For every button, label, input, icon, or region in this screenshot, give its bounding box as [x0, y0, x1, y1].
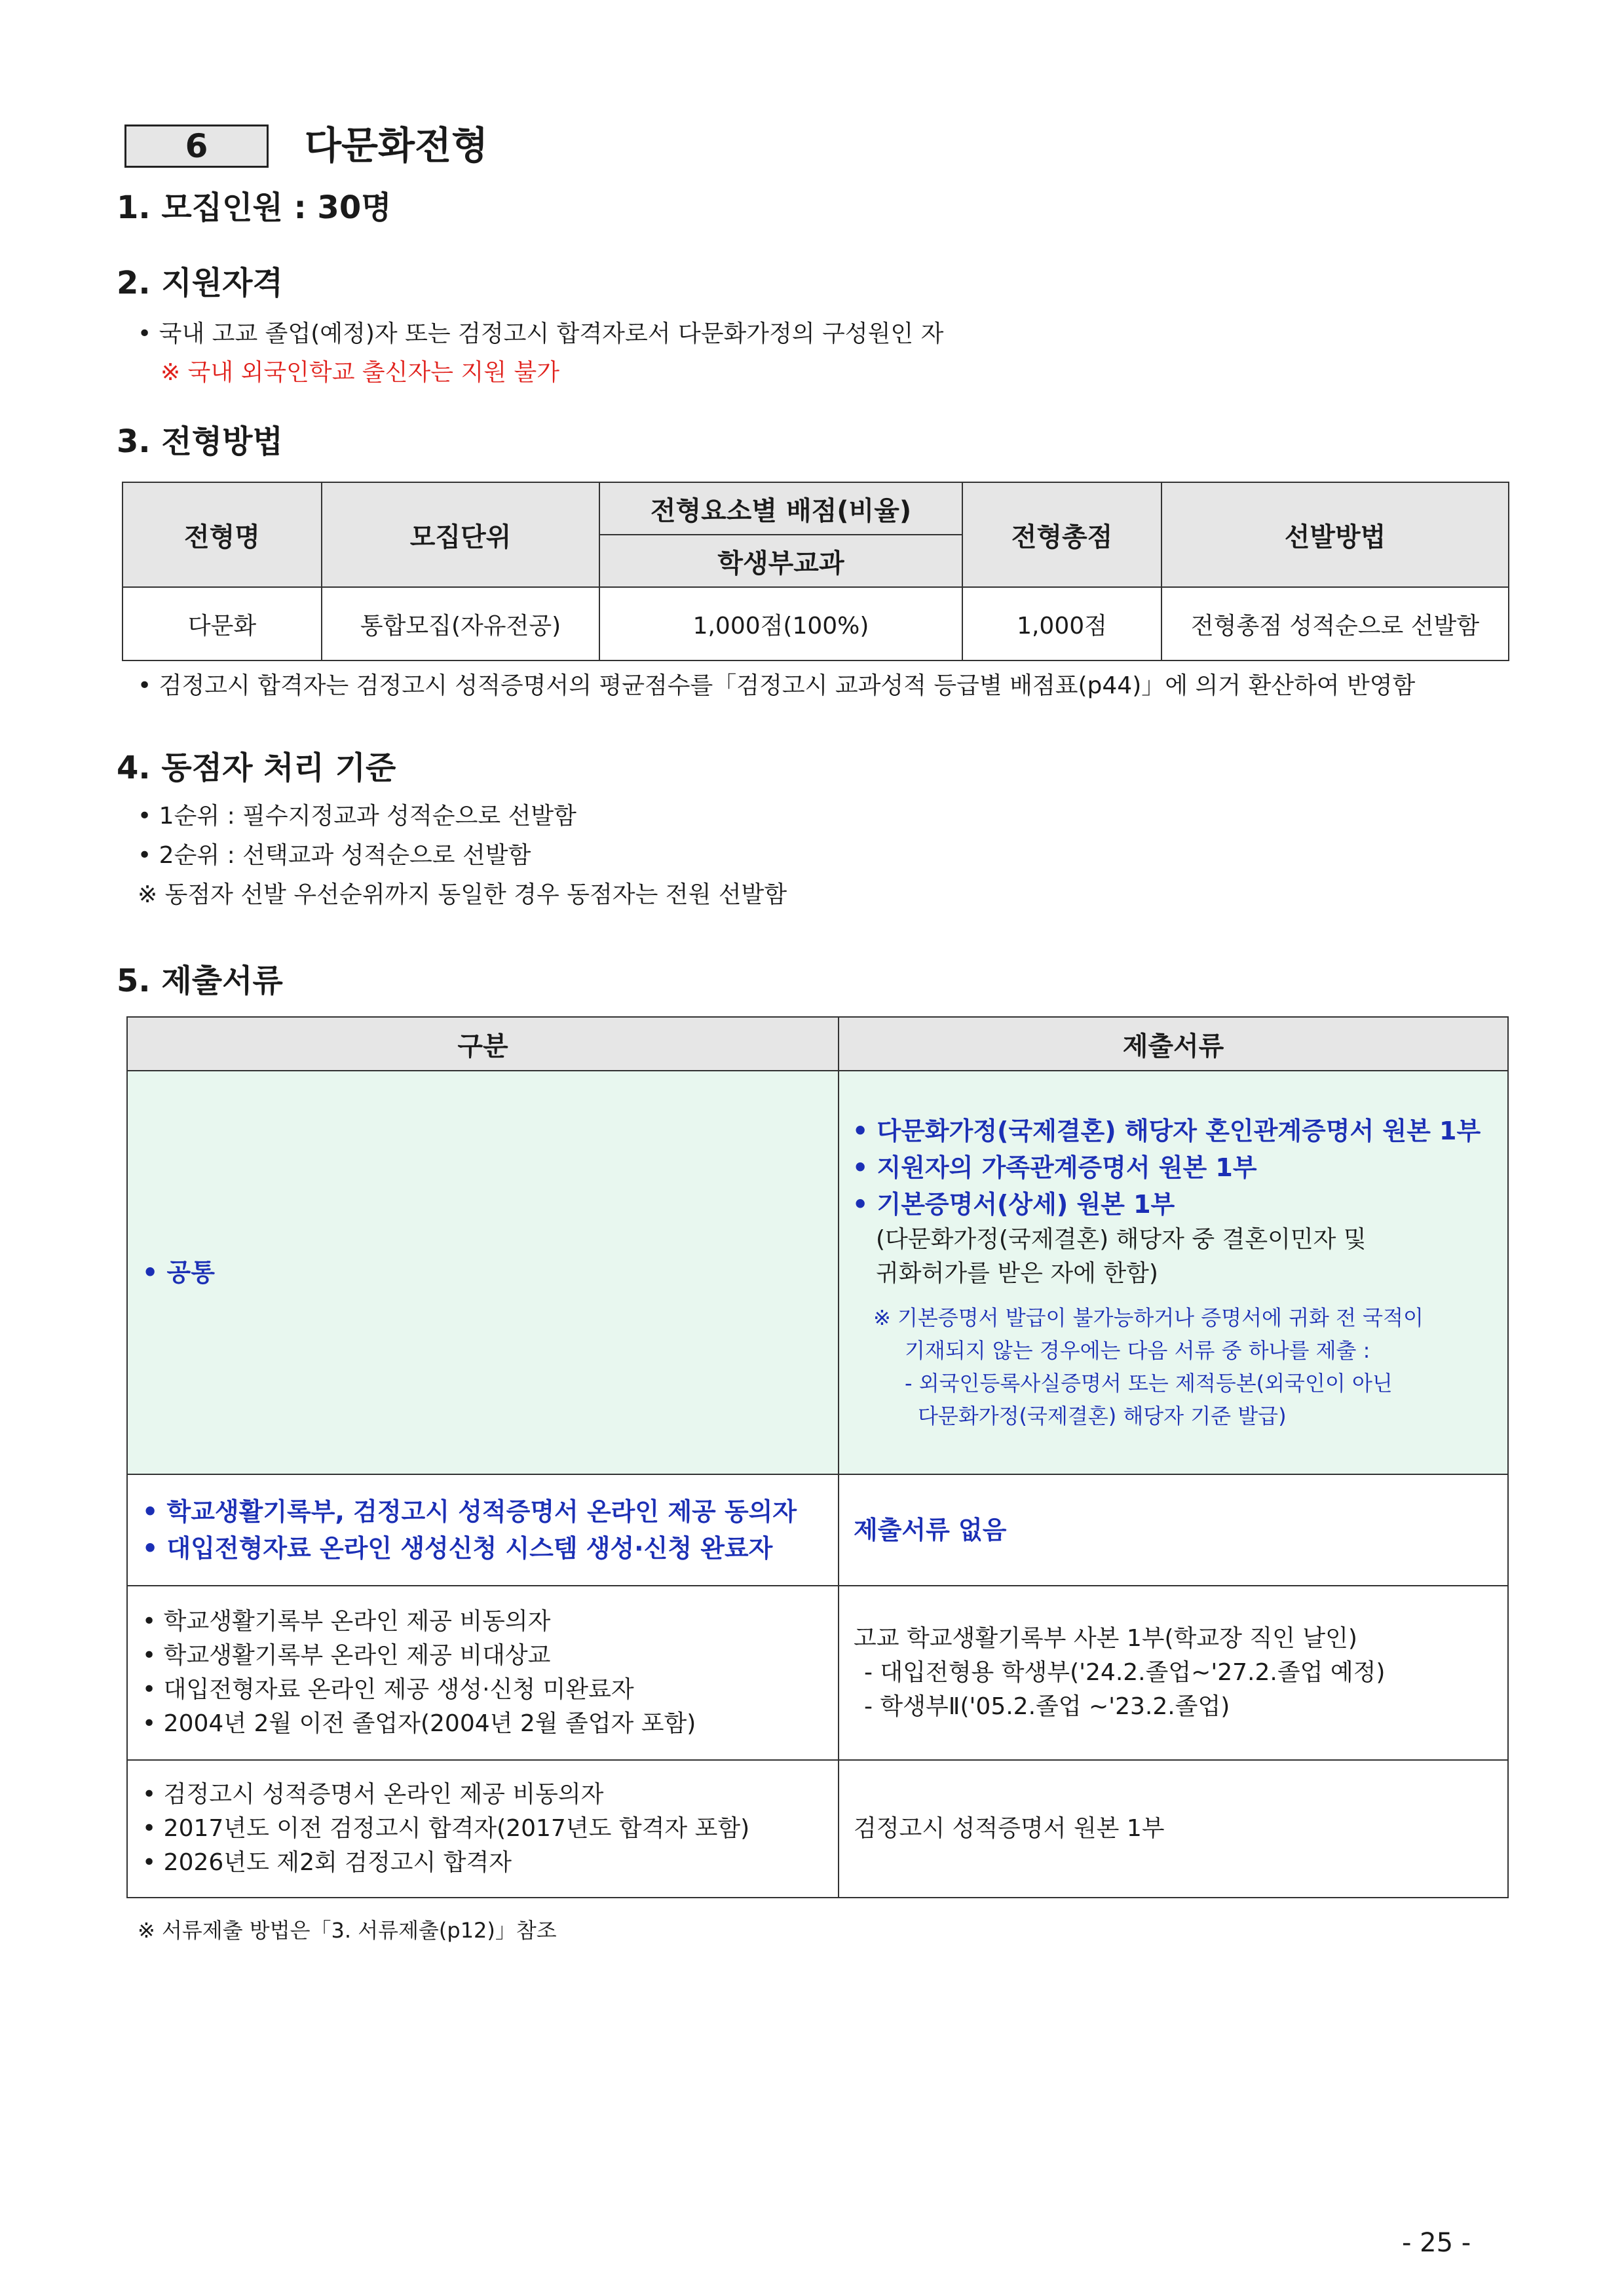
section-number: 6	[185, 127, 208, 165]
eligibility-note: ※ 국내 외국인학교 출신자는 지원 불가	[161, 359, 560, 386]
row1-doc-1: • 다문화가정(국제결혼) 해당자 혼인관계증명서 원본 1부	[852, 1117, 1481, 1145]
cell-total: 1,000점	[962, 587, 1161, 660]
table-row	[127, 1474, 1508, 1586]
row2-category	[127, 1474, 839, 1586]
row1-doc-2: • 지원자의 가족관계증명서 원본 1부	[852, 1153, 1257, 1182]
cell-score: 1,000점(100%)	[599, 587, 962, 660]
row4-doc: 검정고시 성적증명서 원본 1부	[854, 1815, 1165, 1842]
row3-cat-3: • 대입전형자료 온라인 제공 생성·신청 미완료자	[142, 1676, 634, 1703]
row1-documents	[839, 1071, 1508, 1474]
th-name: 전형명	[123, 482, 322, 587]
row1-doc-3: • 기본증명서(상세) 원본 1부	[852, 1190, 1175, 1219]
row1-note-2: 기재되지 않는 경우에는 다음 서류 중 하나를 제출 :	[905, 1338, 1370, 1363]
documents-table	[126, 1016, 1509, 1898]
selection-method-table	[122, 482, 1509, 661]
row1-note-4: 다문화가정(국제결혼) 해당자 기준 발급)	[918, 1404, 1287, 1428]
th-total: 전형총점	[962, 482, 1161, 587]
row4-cat-3: • 2026년도 제2회 검정고시 합격자	[142, 1849, 512, 1876]
heading-recruitment: 1. 모집인원 : 30명	[117, 189, 392, 226]
heading-documents: 5. 제출서류	[117, 963, 283, 999]
table-row	[127, 1760, 1508, 1898]
row3-doc-2: - 대입전형용 학생부('24.2.졸업~'27.2.졸업 예정)	[864, 1659, 1386, 1686]
th-ratio: 전형요소별 배점(비율)	[599, 482, 962, 535]
row2-cat-2: • 대입전형자료 온라인 생성신청 시스템 생성·신청 완료자	[142, 1534, 773, 1563]
tiebreak-note: ※ 동점자 선발 우선순위까지 동일한 경우 동점자는 전원 선발함	[138, 881, 787, 908]
heading-method: 3. 전형방법	[117, 423, 283, 460]
eligibility-text: • 국내 고교 졸업(예정)자 또는 검정고시 합격자로서 다문화가정의 구성원인 자	[138, 320, 944, 347]
row1-category-text: • 공통	[142, 1258, 215, 1287]
cell-method: 전형총점 성적순으로 선발함	[1161, 587, 1509, 660]
row1-paren-2: 귀화허가를 받은 자에 한함)	[876, 1260, 1158, 1287]
row3-category	[127, 1586, 839, 1760]
heading-tiebreak: 4. 동점자 처리 기준	[117, 750, 396, 786]
tiebreak-item-2: • 2순위 : 선택교과 성적순으로 선발함	[138, 842, 531, 869]
row1-note-1: ※ 기본증명서 발급이 불가능하거나 증명서에 귀화 전 국적이	[873, 1305, 1424, 1330]
tiebreak-item-1: • 1순위 : 필수지정교과 성적순으로 선발함	[138, 803, 576, 830]
row3-cat-4: • 2004년 2월 이전 졸업자(2004년 2월 졸업자 포함)	[142, 1710, 696, 1737]
cell-unit: 통합모집(자유전공)	[322, 587, 599, 660]
th-category: 구분	[127, 1017, 839, 1071]
table-row	[127, 1586, 1508, 1760]
row3-cat-2: • 학교생활기록부 온라인 제공 비대상교	[142, 1642, 551, 1669]
row4-documents	[839, 1760, 1508, 1898]
th-method: 선발방법	[1161, 482, 1509, 587]
row2-doc: 제출서류 없음	[854, 1516, 1007, 1544]
row3-doc-1: 고교 학교생활기록부 사본 1부(학교장 직인 날인)	[854, 1625, 1357, 1652]
row4-cat-1: • 검정고시 성적증명서 온라인 제공 비동의자	[142, 1781, 604, 1808]
row2-cat-1: • 학교생활기록부, 검정고시 성적증명서 온라인 제공 동의자	[142, 1497, 797, 1526]
documents-footnote: ※ 서류제출 방법은「3. 서류제출(p12)」참조	[138, 1918, 557, 1943]
row4-cat-2: • 2017년도 이전 검정고시 합격자(2017년도 합격자 포함)	[142, 1815, 750, 1842]
method-note: • 검정고시 합격자는 검정고시 성적증명서의 평균점수를「검정고시 교과성적 등급별 배점표(p44)」에 의거 환산하여 반영함	[138, 672, 1416, 699]
row3-doc-3: - 학생부Ⅱ('05.2.졸업 ~'23.2.졸업)	[864, 1693, 1230, 1720]
row1-note-3: - 외국인등록사실증명서 또는 제적등본(외국인이 아닌	[905, 1371, 1393, 1396]
section-title: 다문화전형	[305, 123, 489, 168]
cell-name: 다문화	[123, 587, 322, 660]
row4-category	[127, 1760, 839, 1898]
row1-paren-1: (다문화가정(국제결혼) 해당자 중 결혼이민자 및	[876, 1226, 1367, 1253]
heading-eligibility: 2. 지원자격	[117, 265, 283, 301]
row3-cat-1: • 학교생활기록부 온라인 제공 비동의자	[142, 1608, 551, 1635]
page-number: - 25 -	[1402, 2228, 1471, 2258]
row2-documents	[839, 1474, 1508, 1586]
section-number-box	[124, 124, 269, 168]
th-unit: 모집단위	[322, 482, 599, 587]
row1-category	[127, 1071, 839, 1474]
row3-documents	[839, 1586, 1508, 1760]
th-subject: 학생부교과	[599, 535, 962, 587]
th-documents: 제출서류	[839, 1017, 1508, 1071]
table-row	[123, 587, 1509, 660]
table-row	[127, 1071, 1508, 1474]
